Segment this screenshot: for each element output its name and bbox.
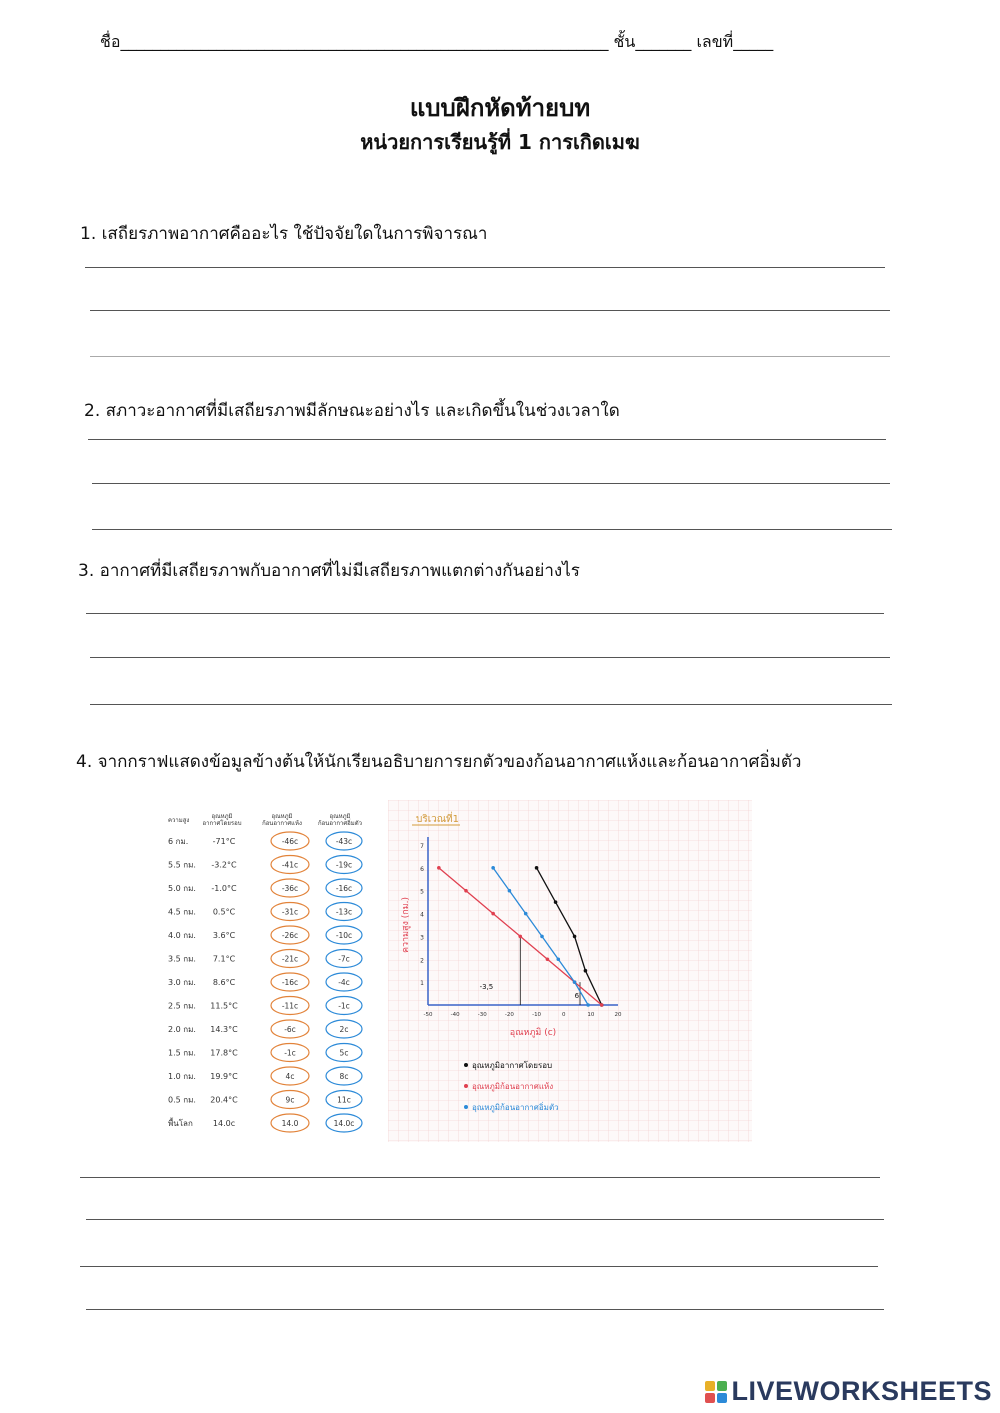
table-cell-height: 4.5 กม. <box>168 907 196 917</box>
data-point <box>586 1003 590 1007</box>
x-axis-label: อุณหภูมิ (c) <box>509 1028 557 1038</box>
x-tick-label: -50 <box>423 1012 433 1018</box>
data-point <box>573 980 577 984</box>
table-cell-sat: 11c <box>337 1095 351 1105</box>
table-cell-dry: -16c <box>281 978 299 987</box>
table-cell-env: 11.5°C <box>210 1001 238 1011</box>
y-tick-label: 7 <box>420 843 424 850</box>
table-cell-sat: -4c <box>338 978 350 987</box>
table-cell-dry: -31c <box>281 907 299 917</box>
table-cell-sat: -16c <box>335 884 353 893</box>
x-tick-label: 0 <box>561 1012 566 1018</box>
temperature-graph <box>388 800 752 1142</box>
table-cell-sat: -43c <box>335 837 353 846</box>
data-point <box>524 912 528 916</box>
answer-line-4a[interactable] <box>80 1177 880 1178</box>
table-header: อุณหภูมิอากาศโดยรอบ <box>202 813 242 827</box>
graph-annotation: 6 <box>574 992 580 1001</box>
graph-annotation: -3,5 <box>479 983 494 991</box>
table-cell-dry: -26c <box>281 931 299 940</box>
table-cell-dry: 4c <box>285 1072 295 1081</box>
data-point <box>491 866 495 870</box>
table-cell-env: -3.2°C <box>211 860 237 870</box>
table-cell-env: 17.8°C <box>210 1048 238 1058</box>
table-cell-height: 1.5 กม. <box>168 1048 196 1058</box>
table-cell-height: 2.5 กม. <box>168 1001 196 1011</box>
data-point <box>464 889 468 893</box>
graph-grid <box>388 800 752 1142</box>
legend-label: อุณหภูมิก้อนอากาศอิ่มตัว <box>472 1103 559 1112</box>
table-cell-dry: -11c <box>281 1001 299 1011</box>
legend-label: อุณหภูมิก้อนอากาศแห้ง <box>472 1082 554 1091</box>
table-cell-env: 7.1°C <box>212 954 236 964</box>
x-tick-label: -30 <box>477 1012 487 1018</box>
legend-marker <box>464 1063 468 1067</box>
data-point <box>573 935 577 939</box>
legend-label: อุณหภูมิอากาศโดยรอบ <box>472 1061 553 1070</box>
table-cell-dry: -21c <box>281 954 299 964</box>
table-cell-sat: 5c <box>339 1048 349 1058</box>
data-point <box>584 969 588 973</box>
table-cell-env: 14.0c <box>212 1119 236 1128</box>
data-point <box>546 957 550 961</box>
answer-line-4d[interactable] <box>86 1309 884 1310</box>
table-cell-sat: -7c <box>338 954 350 964</box>
y-tick-label: 4 <box>420 911 424 919</box>
worksheet-title: แบบฝึกหัดท้ายบท <box>409 94 591 122</box>
table-cell-dry: -6c <box>284 1025 296 1034</box>
table-cell-sat: 14.0c <box>333 1119 355 1128</box>
question-2: 2. สภาวะอากาศที่มีเสถียรภาพมีลักษณะอย่างไร และเกิดขึ้นในช่วงเวลาใด <box>84 401 620 421</box>
table-cell-sat: -1c <box>338 1001 350 1011</box>
answer-line-3c[interactable] <box>90 704 892 705</box>
x-tick-label: 10 <box>587 1012 595 1018</box>
table-cell-dry: 14.0 <box>281 1119 299 1128</box>
table-header: อุณหภูมิก้อนอากาศอิ่มตัว <box>318 813 362 827</box>
table-cell-env: 14.3°C <box>210 1025 238 1034</box>
liveworksheets-logo-icon <box>705 1381 727 1403</box>
table-cell-sat: 2c <box>339 1025 349 1034</box>
answer-line-1c[interactable] <box>90 356 890 357</box>
table-cell-sat: -13c <box>335 907 353 917</box>
answer-line-1b[interactable] <box>90 310 890 311</box>
table-cell-height: 5.0 กม. <box>168 884 196 893</box>
y-tick-label: 6 <box>420 865 424 873</box>
table-cell-sat: -19c <box>335 860 353 870</box>
data-point <box>491 912 495 916</box>
table-cell-dry: -46c <box>281 837 299 846</box>
table-cell-dry: -41c <box>281 860 299 870</box>
table-cell-height: 6 กม. <box>168 837 189 846</box>
table-cell-height: 2.0 กม. <box>168 1025 196 1034</box>
table-cell-env: 20.4°C <box>210 1095 238 1105</box>
answer-line-3a[interactable] <box>86 613 884 614</box>
table-cell-height: 1.0 กม. <box>168 1072 196 1081</box>
worksheet-subtitle: หน่วยการเรียนรู้ที่ 1 การเกิดเมฆ <box>360 130 640 154</box>
x-tick-label: -20 <box>504 1012 514 1018</box>
liveworksheets-logo-text: LIVEWORKSHEETS <box>731 1376 992 1406</box>
data-point <box>508 889 512 893</box>
answer-line-4c[interactable] <box>80 1266 878 1267</box>
table-cell-env: 0.5°C <box>212 907 236 917</box>
data-point <box>556 957 560 961</box>
x-tick-label: -10 <box>532 1012 542 1018</box>
table-cell-env: -1.0°C <box>211 884 237 893</box>
data-figure <box>160 800 752 1142</box>
x-tick-label: -40 <box>450 1012 460 1018</box>
table-header: อุณหภูมิก้อนอากาศแห้ง <box>262 813 302 827</box>
question-1: 1. เสถียรภาพอากาศคืออะไร ใช้ปัจจัยใดในการพิจารณา <box>80 224 488 244</box>
table-cell-dry: -36c <box>281 884 299 893</box>
liveworksheets-logo <box>705 1376 992 1407</box>
question-4: 4. จากกราฟแสดงข้อมูลข้างต้นให้นักเรียนอธิบายการยกตัวของก้อนอากาศแห้งและก้อนอากาศอิ่มตัว <box>76 752 802 772</box>
table-cell-height: พื้นโลก <box>168 1119 193 1128</box>
y-axis-label: ความสูง (กม.) <box>401 896 411 954</box>
data-point <box>554 900 558 904</box>
table-cell-dry: -1c <box>284 1048 296 1058</box>
table-cell-height: 3.5 กม. <box>168 954 196 964</box>
data-point <box>540 935 544 939</box>
table-cell-env: 3.6°C <box>212 931 236 940</box>
data-point <box>600 1003 604 1007</box>
table-cell-dry: 9c <box>285 1095 295 1105</box>
table-cell-sat: -10c <box>335 931 353 940</box>
table-cell-height: 0.5 กม. <box>168 1095 196 1105</box>
data-point <box>518 935 522 939</box>
y-tick-label: 5 <box>420 888 424 896</box>
table-header: ความสูง <box>168 817 190 824</box>
question-3: 3. อากาศที่มีเสถียรภาพกับอากาศที่ไม่มีเสถียรภาพแตกต่างกันอย่างไร <box>78 561 580 581</box>
legend-marker <box>464 1084 468 1088</box>
table-cell-sat: 8c <box>339 1072 349 1081</box>
answer-line-3b[interactable] <box>90 657 890 658</box>
y-tick-label: 2 <box>420 957 424 965</box>
x-tick-label: 20 <box>614 1012 622 1018</box>
answer-line-2c[interactable] <box>92 529 892 530</box>
student-info-line: ชื่อ_____________________________________________________________ ชั้น_______ เลขที่_____ <box>100 32 774 51</box>
data-table <box>160 800 382 1142</box>
table-cell-height: 3.0 กม. <box>168 978 196 987</box>
y-tick-label: 3 <box>420 934 424 942</box>
table-cell-height: 5.5 กม. <box>168 860 196 870</box>
answer-line-4b[interactable] <box>86 1219 884 1220</box>
legend-marker <box>464 1105 468 1109</box>
data-point <box>535 866 539 870</box>
answer-line-2b[interactable] <box>92 483 890 484</box>
data-point <box>437 866 441 870</box>
table-cell-height: 4.0 กม. <box>168 931 196 940</box>
table-cell-env: 8.6°C <box>212 978 236 987</box>
answer-line-2a[interactable] <box>88 439 886 440</box>
graph-region-label: บริเวณที่1 <box>416 814 459 825</box>
table-cell-env: 19.9°C <box>210 1072 238 1081</box>
table-cell-env: -71°C <box>212 837 236 846</box>
y-tick-label: 1 <box>420 980 424 988</box>
answer-line-1a[interactable] <box>85 267 885 268</box>
